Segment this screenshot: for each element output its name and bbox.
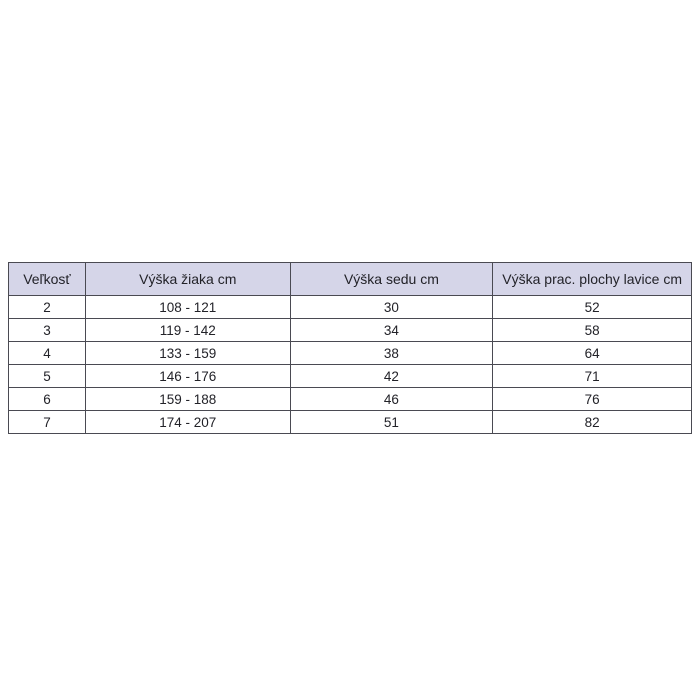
table-cell-pupil-height: 108 - 121	[85, 296, 290, 319]
table-cell-pupil-height: 146 - 176	[85, 365, 290, 388]
table-cell-size: 4	[9, 342, 86, 365]
table-cell-pupil-height: 119 - 142	[85, 319, 290, 342]
table-cell-seat-height: 34	[290, 319, 493, 342]
table-cell-pupil-height: 159 - 188	[85, 388, 290, 411]
table-cell-pupil-height: 174 - 207	[85, 411, 290, 434]
table-cell-size: 5	[9, 365, 86, 388]
header-cell-vyska-ziaka: Výška žiaka cm	[85, 263, 290, 296]
header-cell-vyska-prac-plochy: Výška prac. plochy lavice cm	[493, 263, 692, 296]
table-cell-seat-height: 38	[290, 342, 493, 365]
table-cell-seat-height: 46	[290, 388, 493, 411]
table-row	[9, 365, 692, 388]
table-cell-seat-height: 30	[290, 296, 493, 319]
table-row	[9, 296, 692, 319]
header-cell-velkost: Veľkosť	[9, 263, 86, 296]
table-cell-size: 7	[9, 411, 86, 434]
table-header-row	[9, 263, 692, 296]
size-table	[8, 262, 692, 434]
table-cell-desk-height: 58	[493, 319, 692, 342]
table-row	[9, 342, 692, 365]
table-cell-desk-height: 64	[493, 342, 692, 365]
table-cell-size: 2	[9, 296, 86, 319]
table-cell-desk-height: 82	[493, 411, 692, 434]
table-cell-desk-height: 76	[493, 388, 692, 411]
table-cell-size: 3	[9, 319, 86, 342]
table-cell-desk-height: 71	[493, 365, 692, 388]
table-row	[9, 411, 692, 434]
header-cell-vyska-sedu: Výška sedu cm	[290, 263, 493, 296]
table-cell-size: 6	[9, 388, 86, 411]
table-cell-pupil-height: 133 - 159	[85, 342, 290, 365]
table-row	[9, 319, 692, 342]
table-cell-seat-height: 51	[290, 411, 493, 434]
table-cell-seat-height: 42	[290, 365, 493, 388]
table-row	[9, 388, 692, 411]
table-cell-desk-height: 52	[493, 296, 692, 319]
